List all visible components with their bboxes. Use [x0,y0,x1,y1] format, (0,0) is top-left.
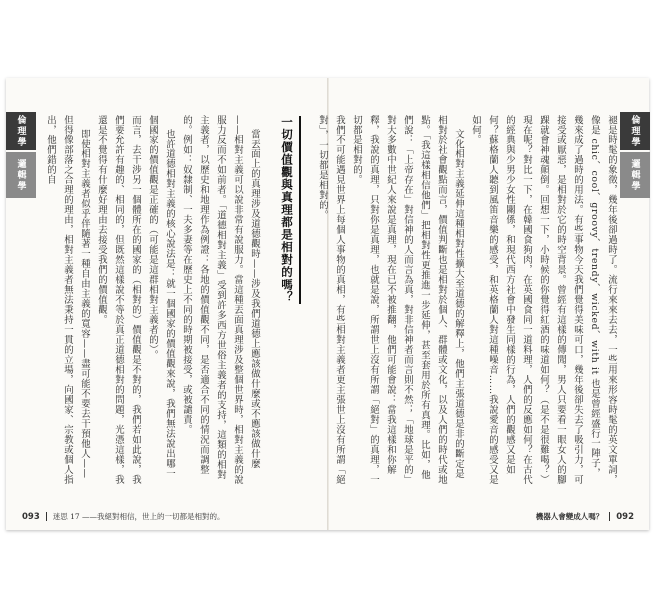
left-paragraph-1: 當丟面上的真理涉及道德觀時——涉及我們道德上應該做什麼或不應該做什麼——相對主義可以說非常有說服力。當這種丟面真理涉及整個世界時，相對主義的說服力反而不如前者。「道德相對主義」受到許多西方世俗主義者的支持，這類的相對主義者，以歷史和地理作為例證：各地的價值觀不同，是否適合不同的情況而調整的。例如：奴隸制、一夫多妻等在歷史上不同的時期被接受，或被譴責。 [181,115,260,485]
left-running-title: 迷思 17 ——我絕對相信，世上的一切都是相對的。 [52,512,225,521]
right-page-number: 092 [616,511,634,522]
section-heading: 一切價值觀與真理都是相對的嗎？ [279,116,301,304]
left-footer [22,511,225,522]
right-tab-logic-label: 邏輯學 [629,158,640,192]
left-tab-logic [6,152,36,198]
right-body-text [317,115,620,485]
right-tab-logic [620,152,650,198]
left-paragraph-4: 即使相對主義者似乎伴隨著一種自由主義的寬容——盡可能不要去干預他人——但得像部落之合理的理由，相對主義者無法秉持一貫的立場，向國家、宗教或個人指出，他們錯的自 [45,115,90,485]
right-tab-ethics-label: 倫理學 [629,114,640,148]
right-footer-divider [609,512,610,521]
right-tab-ethics [620,112,650,150]
right-running-title: 機器人會變成人嗎？ [535,512,604,521]
left-paragraph-3: 而言，去干涉另一個體所在的國家的（相對的）價值觀是不對的，我們若如此說，我們要允許有趣的、相同的，但既然這樣說不等於真正道德相對的問題，光憑這樣，我還是不覺得有什麼好理由去接受我們的價值觀。 [96,115,141,485]
right-paragraph-1: 褪是時髦的象徵，幾年後卻過時了。流行來來去去，一些用來形容時髦的英文單詞，像是 chic、cool、groovy、trendy、wicked、with it 也是曾經盛行一陣子，幾來成了過時的用法。有些事物今天我們覺得美味可口，幾年後卻失去了吸引力，可接受或厭惡，是相對於它的時空背景。曾經有這樣的傳聞，男人只要看一眼女人的腳踝就會神魂顛倒。回想一下，小時候的你覺得紅酒的味道如何？（是不是很難喝？）現在呢？對比一下，在韓國食狗肉，在英國食同一道料理，人們的反應如何？在古代的經典與少男少女性關係，和現代西方社會中發生同樣的行為，人們的觀感又是如何？蘇格蘭人聽到風笛音樂的感受，和英格蘭人對這種噪音……我說愛音的感受又是如何。 [470,115,617,485]
left-page [6,78,327,530]
book-spread [6,78,649,530]
right-footer [536,511,634,522]
right-page [317,78,650,530]
right-paragraph-3: 我們不可能遇見世界上每個人事物的真相，有些相對主義者更主張世上沒有所謂「絕對」，一切都是相對的。 [317,115,345,485]
left-tab-logic-label: 邏輯學 [15,158,26,192]
left-page-number: 093 [22,511,40,522]
left-tab-ethics-label: 倫理學 [15,114,26,148]
left-body-text [45,115,263,485]
left-tab-ethics [6,112,36,150]
right-paragraph-2: 文化相對主義延伸這種相對性擴大至道德的解釋上，他們主張道德是非的斷定是相對於社會觀點而言，價值判斷也是相對於個人、群體或文化，以及人們的時代或地點。「我這樣相信他們」把相對性更推進一步延伸，甚至套用於所有真理。比如，他們說：「上帝存在」對信神的人而言為真，對非信神者而言則不然；「地球是平的」對大多數中世紀人來說是真理，現在已不被推翻，他們可能會說：當我這樣和你解釋，我說的真理，只對你是真理，也就是說，所謂世上沒有所謂「絕對」的真理，一切都是相對的。 [351,115,464,485]
left-paragraph-2: 也許道德相對主義的核心說法是：就一個國家的價值觀來說，我們無法說出哪一個國家的價值觀是正確的（可能是這群相對主義者的）。 [147,115,175,479]
left-footer-divider [46,512,47,521]
